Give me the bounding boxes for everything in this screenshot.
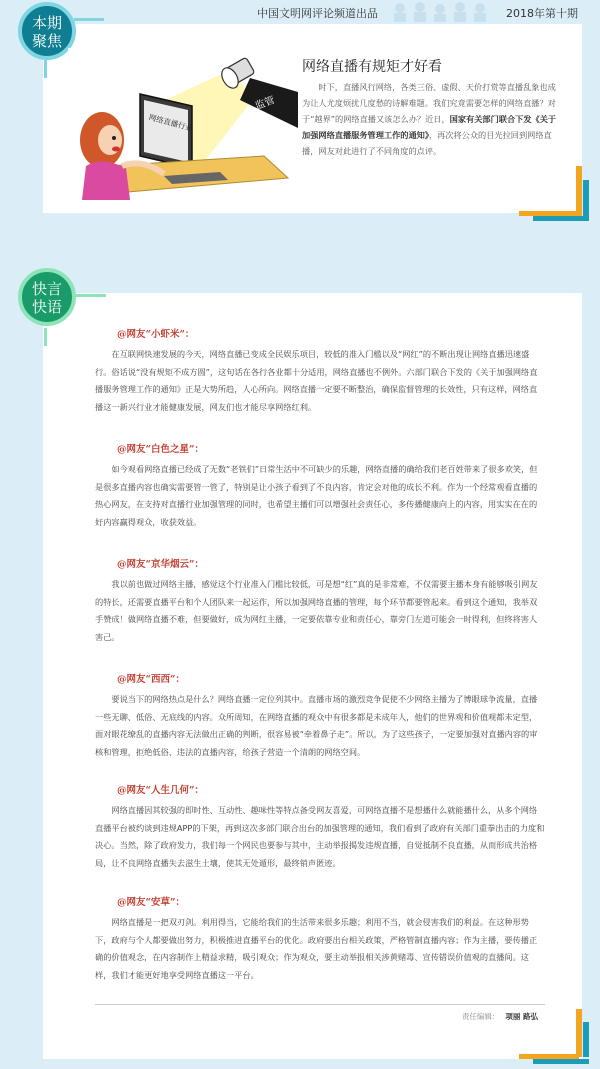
comment-text: 网络直播是一把双刃剑。利用得当，它能给我们的生活带来很多乐趣；利用不当，就会侵害我们的利益。在这种形势下，政府与个人都要做出努力，积极推进直播平台的优化。政府要出台相关政策，严格管制直播内容；作为主播，要传播正确的价值观念，在内容制作上精益求精，吸引观众；作为观众，要主动举报相关涉黄赌毒、宣传错误价值观的直播间。这样，我们才能更好地享受网络直播这一平台。 (95, 917, 538, 980)
editor-names: 项丽 路弘 (505, 1012, 538, 1021)
lamp-label: 监管 (253, 95, 277, 113)
focus-intro (302, 79, 557, 159)
editor-label: 责任编辑： (461, 1012, 500, 1021)
comment-block (95, 326, 545, 416)
publisher-source: 中国文明网评论频道出品 (257, 7, 378, 20)
comment-block (95, 671, 545, 761)
corner-accent-teal-h (533, 216, 589, 221)
comment-text: 网络直播因其较强的即时性、互动性、趣味性等特点备受网友喜爱，可网络直播不是想播什么就能播什么，从多个网络直播平台被约谈到违规APP的下架，再到这次多部门联合出台的加强管理的通知，我们看到了政府有关部门重拳出击的力度和决心。当然，除了政府发力，我们每一个网民也要参与其中，主动举报揭发违规直播，自觉抵制不良直播，从而形成共治格局，让不良网络直播失去滋生土壤，使其无处遁形，最终销声匿迹。 (95, 805, 545, 868)
badge-focus-line2: 聚焦 (31, 32, 62, 50)
section-badge-quick (18, 268, 76, 326)
comment-block (95, 441, 545, 531)
badge2-connector-line (74, 294, 106, 297)
responsible-editor (462, 1011, 538, 1022)
badge-quick-line2: 快语 (31, 298, 62, 316)
badge2-connector-vline (44, 328, 47, 346)
badge-focus-line1: 本期 (31, 14, 62, 32)
corner-accent-teal-h-2 (533, 1059, 589, 1064)
issue-number: 2018年第十期 (506, 7, 578, 20)
corner-accent-teal-2 (583, 1022, 589, 1057)
netizen-name: @网友“西西”： (117, 674, 185, 685)
intro-text-1: 时下，直播风行网络，各类三俗、虚假、天价打赏等直播乱象也成为让人尤度烦扰几度愁的诗解难题。我们究竟需要怎样的网络直播？对于“越界”的网络直播又该怎么办？近日， (302, 82, 556, 124)
corner-accent-orange (576, 166, 582, 216)
comment-text: 如今观看网络直播已经成了无数“老铁们”日常生活中不可缺少的乐趣，网络直播的确给我们老百姓带来了很多欢笑，但是很多直播内容也确实需要管一管了，特别是让小孩子看到了不良内容，肯定会对他的成长不利。作为一个经常观看直播的热心网友，在支持对直播行业加强管理的同时，也希望主播们可以增强社会责任心，多传播健康向上的内容，用实实在在的好内容赢得观众，收获效益。 (95, 464, 538, 527)
comment-block (95, 782, 545, 872)
comment-block (95, 556, 545, 646)
comment-text: 我以前也做过网络主播，感觉这个行业准入门槛比较低，可是想“红”真的是非常难，不仅需要主播本身有能够吸引网友的特长，还需要直播平台和个人团队来一起运作，所以加强网络直播的管理，每个环节都要管起来。看到这个通知，我举双手赞成！做网络直播不难，但要做好，成为网红主播，一定要依靠专业和责任心，靠旁门左道可能会一时得利，但终将害人害己。 (95, 579, 538, 642)
comment-text: 要说当下的网络热点是什么？网络直播一定位列其中。直播市场的激烈竞争促使不少网络主播为了博眼球争流量，直播一些无聊、低俗、无底线的内容。众所周知，在网络直播的观众中有很多都是未成年人，他们的世界观和价值观都未定型，面对眼花缭乱的直播内容无法做出正确的判断，很容易被“牵着鼻子走”。所以，为了这些孩子，一定要加强对直播内容的审核和管理，拒绝低俗、违法的直播内容，给孩子营造一个清朗的网络空间。 (95, 694, 538, 757)
intro-text-2: ，再次将公众的目光拉回到网络直播，网友对此进行了不同角度的点评。 (302, 130, 552, 156)
corner-accent-teal (583, 180, 589, 216)
focus-headline: 网络直播有规矩才好看 (302, 59, 442, 75)
footer-divider (95, 1004, 545, 1005)
badge-connector-vline (44, 60, 47, 78)
badge-connector-line (74, 18, 104, 21)
netizen-name: @网友“京华烟云”： (117, 559, 204, 570)
corner-accent-orange-2 (576, 1009, 582, 1057)
netizen-name: @网友“人生几何”： (117, 785, 204, 796)
crowd-silhouette-decoration (390, 0, 490, 22)
screen-label: 网络直播行业 (147, 112, 194, 133)
badge-quick-line1: 快言 (31, 280, 62, 298)
netizen-name: @网友“小虾米”： (117, 329, 195, 340)
cartoon-illustration (68, 48, 300, 200)
comment-block (95, 894, 545, 984)
netizen-name: @网友“白色之星”： (117, 444, 204, 455)
netizen-name: @网友“安草”： (117, 897, 185, 908)
intro-notice-title: 国家有关部门联合下发《关于加强网络直播服务管理工作的通知》 (302, 114, 557, 140)
comment-text: 在互联网快速发展的今天，网络直播已变成全民娱乐项目，较低的准入门槛以及“网红”的不断出现让网络直播迅速盛行。俗话说“没有规矩不成方圆”，这句话在各行各业都十分适用，网络直播也不例外。六部门联合下发的《关于加强网络直播服务管理工作的通知》正是大势所趋，人心所向。网络直播一定要不断整治，确保监督管理的长效性，只有这样，网络直播这一新兴行业才能健康发展，网友们也才能尽享网络红利。 (95, 349, 538, 412)
